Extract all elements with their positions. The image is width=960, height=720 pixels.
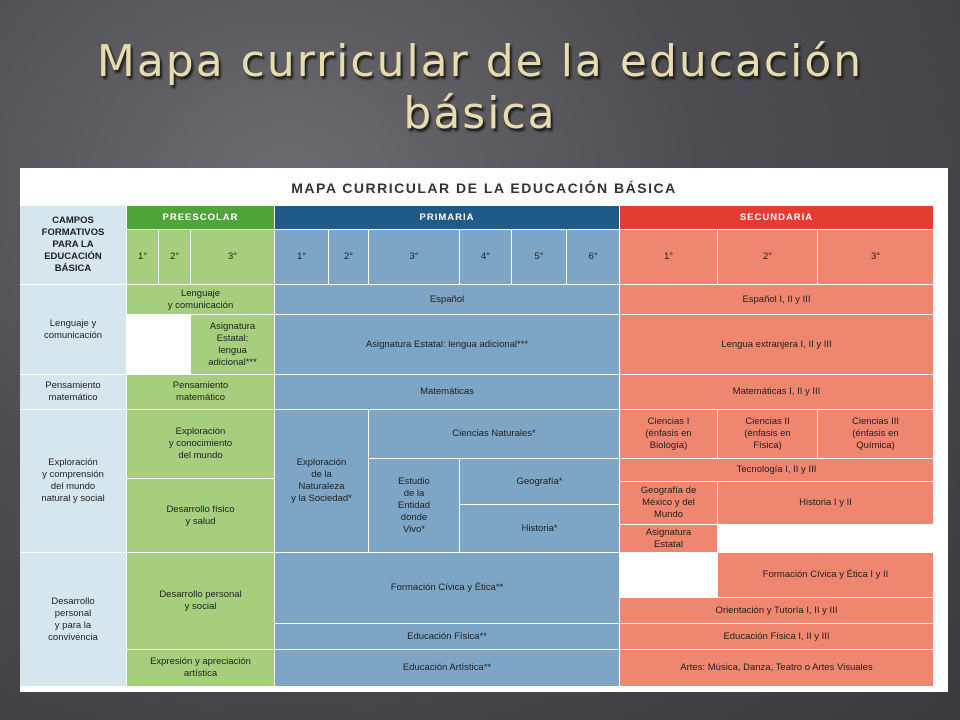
cell-pre-empty <box>127 315 190 374</box>
cell-sec-empty-2 <box>620 553 717 597</box>
cell-pri-educacion-artistica: Educación Artística** <box>275 650 619 686</box>
curriculum-grid <box>20 168 948 692</box>
grade-pri-3: 3° <box>369 230 459 284</box>
grade-pri-1: 1° <box>275 230 328 284</box>
grade-pri-5: 5° <box>512 230 566 284</box>
cell-pri-ciencias: Ciencias Naturales* <box>369 410 619 458</box>
cell-pri-geografia: Geografía* <box>460 459 619 504</box>
cell-pri-espanol: Español <box>275 285 619 314</box>
cell-sec-artes: Artes: Música, Danza, Teatro o Artes Visuales <box>620 650 933 686</box>
grade-pri-4: 4° <box>460 230 511 284</box>
cell-sec-ciencias-2: Ciencias II (énfasis en Física) <box>718 410 817 458</box>
level-primaria: PRIMARIA <box>275 206 619 229</box>
slide-title-line-2: básica <box>403 88 557 139</box>
grade-pre-3: 3° <box>191 230 274 284</box>
cell-sec-formacion: Formación Cívica y Ética I y II <box>718 553 933 597</box>
grade-pri-2: 2° <box>329 230 368 284</box>
cell-pri-matematicas: Matemáticas <box>275 375 619 409</box>
level-preescolar: PREESCOLAR <box>127 206 274 229</box>
table-heading: MAPA CURRICULAR DE LA EDUCACIÓN BÁSICA <box>291 180 677 196</box>
grade-pri-6: 6° <box>567 230 619 284</box>
cell-sec-ciencias-3: Ciencias III (énfasis en Química) <box>818 410 933 458</box>
campo-desarrollo: Desarrollo personal y para la convivencia <box>20 553 126 686</box>
cell-sec-historia: Historia I y II <box>718 482 933 524</box>
curriculum-map-table <box>20 168 948 692</box>
cell-pri-historia: Historia* <box>460 505 619 552</box>
slide-title-line-1: Mapa curricular de la educación <box>96 36 864 87</box>
cell-sec-tecnologia: Tecnología I, II y III <box>620 459 933 481</box>
cell-pre-desarrollo-fisico: Desarrollo físico y salud <box>127 479 274 552</box>
cell-sec-ciencias-1: Ciencias I (énfasis en Biología) <box>620 410 717 458</box>
slide-title <box>60 36 900 140</box>
cell-sec-asig-estatal: Asignatura Estatal <box>620 525 717 552</box>
cell-sec-geografia: Geografía de México y del Mundo <box>620 482 717 524</box>
grade-pre-1: 1° <box>127 230 158 284</box>
cell-pre-pensamiento: Pensamiento matemático <box>127 375 274 409</box>
cell-sec-espanol: Español I, II y III <box>620 285 933 314</box>
cell-pre-lenguaje: Lenguaje y comunicación <box>127 285 274 314</box>
cell-pre-asig-estatal: Asignatura Estatal: lengua adicional*** <box>191 315 274 374</box>
campo-exploracion: Exploración y comprensión del mundo natural y social <box>20 410 126 552</box>
grade-sec-1: 1° <box>620 230 717 284</box>
cell-pre-expresion: Expresión y apreciación artística <box>127 650 274 686</box>
cell-pre-desarrollo-personal: Desarrollo personal y social <box>127 553 274 649</box>
cell-sec-empty-1 <box>718 525 933 552</box>
cell-pri-estudio-entidad: Estudio de la Entidad donde Vivo* <box>369 459 459 552</box>
cell-pre-exploracion: Exploración y conocimiento del mundo <box>127 410 274 478</box>
campo-lenguaje: Lenguaje y comunicación <box>20 285 126 374</box>
cell-pri-asig-estatal: Asignatura Estatal: lengua adicional*** <box>275 315 619 374</box>
cell-sec-matematicas: Matemáticas I, II y III <box>620 375 933 409</box>
campo-pensamiento: Pensamiento matemático <box>20 375 126 409</box>
grade-sec-3: 3° <box>818 230 933 284</box>
level-secundaria: SECUNDARIA <box>620 206 933 229</box>
cell-pri-formacion: Formación Cívica y Ética** <box>275 553 619 623</box>
cell-pri-exploracion: Exploración de la Naturaleza y la Sociedad* <box>275 410 368 552</box>
cell-sec-orientacion: Orientación y Tutoría I, II y III <box>620 598 933 623</box>
grade-sec-2: 2° <box>718 230 817 284</box>
cell-sec-lengua-extranjera: Lengua extranjera I, II y III <box>620 315 933 374</box>
cell-sec-educacion-fisica: Educación Física I, II y III <box>620 624 933 649</box>
campos-header: CAMPOS FORMATIVOS PARA LA EDUCACIÓN BÁSICA <box>20 206 126 284</box>
cell-pri-educacion-fisica: Educación Física** <box>275 624 619 649</box>
grade-pre-2: 2° <box>159 230 190 284</box>
